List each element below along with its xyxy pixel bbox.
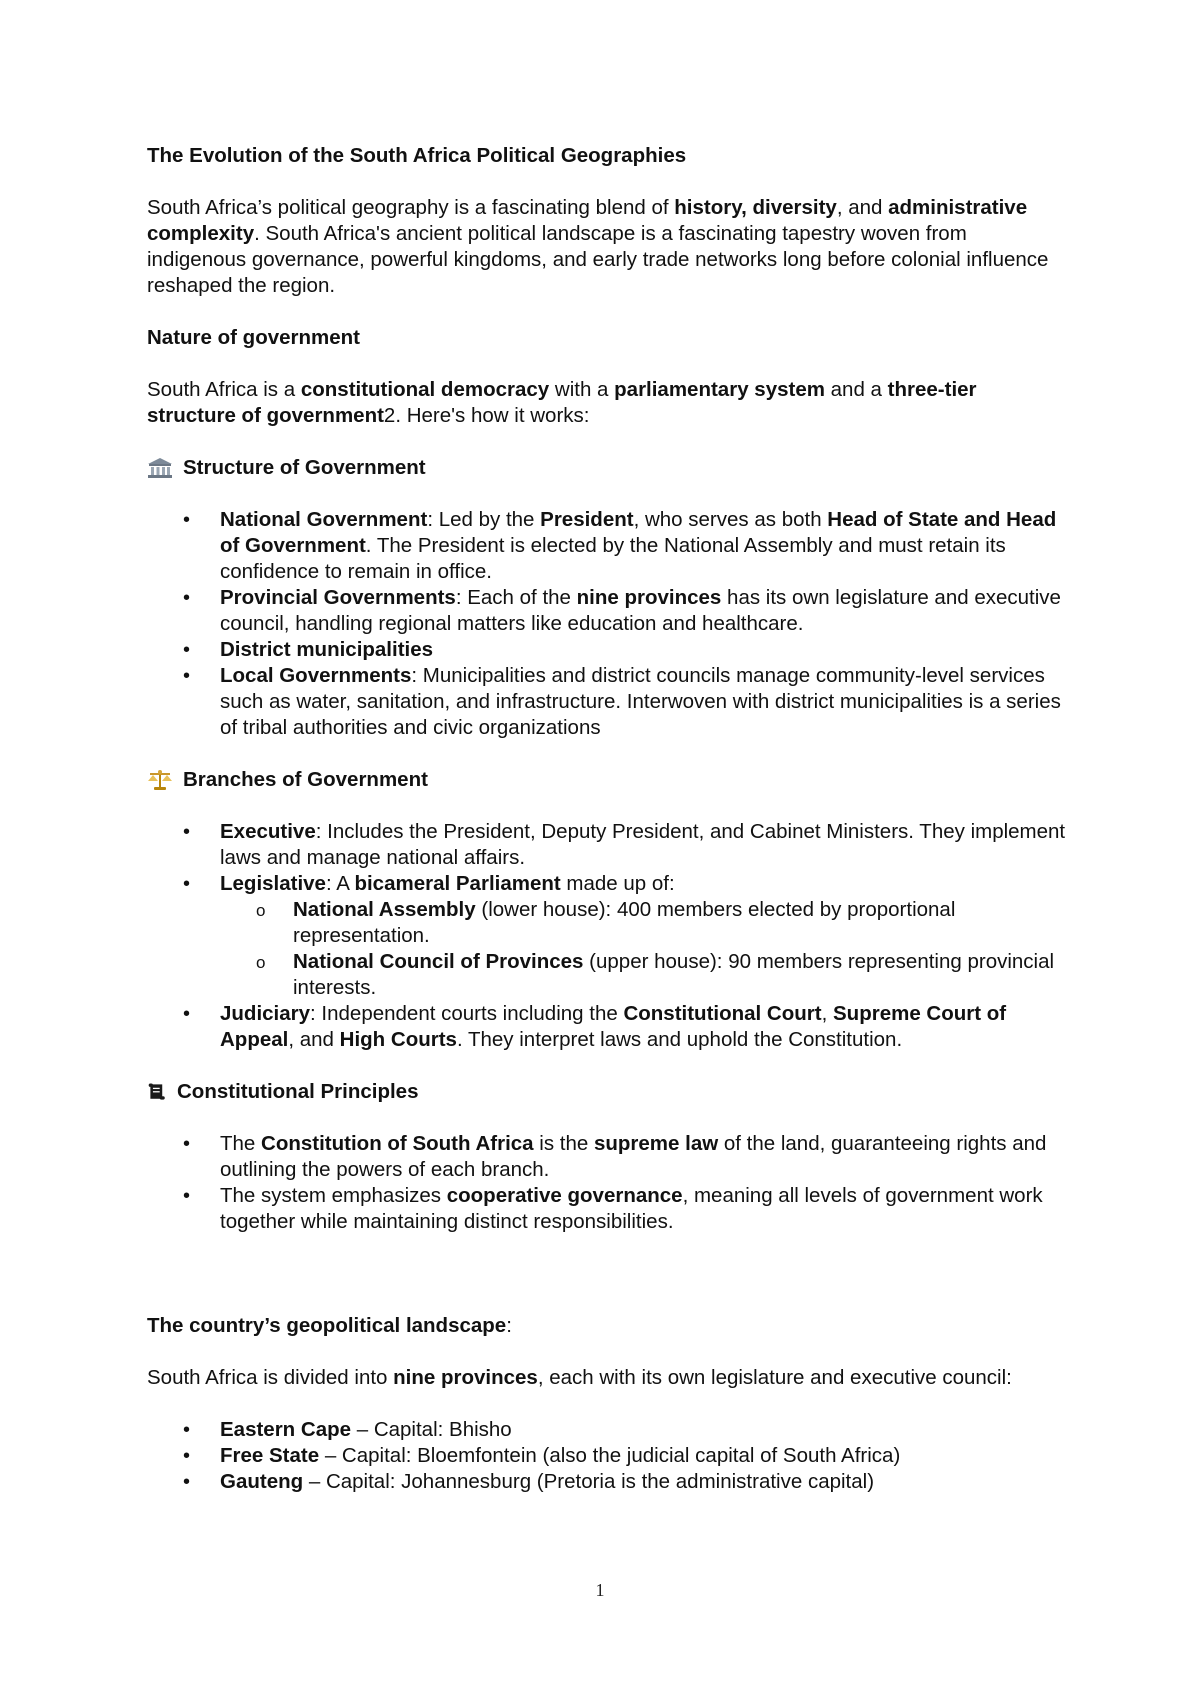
list-item <box>147 1131 1067 1183</box>
sub-list-item <box>220 897 1067 949</box>
branches-heading-text: Branches of Government <box>183 768 428 791</box>
document-body <box>147 143 1067 1521</box>
text-run: . They interpret laws and uphold the Constitution. <box>456 1028 903 1051</box>
bold-text: Constitution of South Africa <box>261 1132 534 1155</box>
principles-heading <box>147 1079 1067 1105</box>
list-item <box>147 1001 1067 1053</box>
text-run: , meaning all levels of government work together while maintaining distinct responsibilities. <box>220 1184 1043 1233</box>
text-run: . The President is elected by the National Assembly and must retain its confidence to remain in office. <box>220 534 1006 583</box>
text-run: : Municipalities and district councils manage community-level services such as water, sanitation, and infrastructure. Interwoven with district municipalities is a series of tribal authorities and civic organizations <box>220 664 1061 739</box>
text-run: : A <box>325 872 355 895</box>
text-run: (lower house): 400 members elected by proportional representation. <box>293 898 956 947</box>
bold-text: parliamentary system <box>614 378 825 401</box>
landscape-heading <box>147 1313 1067 1339</box>
scales-icon <box>147 769 173 791</box>
bold-text: bicameral Parliament <box>354 872 561 895</box>
legislative-text <box>220 872 675 895</box>
bold-text: National Government <box>220 508 428 531</box>
text-run: : <box>506 1314 512 1337</box>
text-run: South Africa is a <box>147 378 301 401</box>
bold-text: Provincial Governments <box>220 586 456 609</box>
principles-heading-text: Constitutional Principles <box>177 1080 419 1103</box>
bold-text: Free State <box>220 1444 320 1467</box>
bold-text: Executive <box>220 820 316 843</box>
classical-building-icon <box>147 457 173 479</box>
bold-text: Legislative <box>220 872 326 895</box>
bold-text: President <box>540 508 634 531</box>
text-run: – Capital: Johannesburg (Pretoria is the administrative capital) <box>303 1470 875 1493</box>
list-item <box>147 663 1067 741</box>
list-item <box>147 1183 1067 1235</box>
text-run: is the <box>533 1132 594 1155</box>
document-title: The Evolution of the South Africa Political Geographies <box>147 144 687 167</box>
bold-text: Eastern Cape <box>220 1418 352 1441</box>
list-item <box>147 1443 1067 1469</box>
text-run: South Africa is divided into <box>147 1366 394 1389</box>
bold-text: Head of State and Head of Government <box>220 508 1057 557</box>
list-item <box>147 507 1067 585</box>
list-item <box>147 871 1067 1001</box>
bold-text: Judiciary <box>220 1002 311 1025</box>
bold-text: Supreme Court of Appeal <box>220 1002 1007 1051</box>
bold-text: nine provinces <box>576 586 722 609</box>
text-run: and a <box>824 378 888 401</box>
principles-list <box>147 1131 1067 1235</box>
text-run: made up of: <box>560 872 675 895</box>
structure-heading <box>147 455 1067 481</box>
text-run: , who serves as both <box>633 508 828 531</box>
text-run: – Capital: Bhisho <box>351 1418 512 1441</box>
bold-text: District municipalities <box>220 638 434 661</box>
provinces-list <box>147 1417 1067 1495</box>
branches-list <box>147 819 1067 1053</box>
bold-text: High Courts <box>339 1028 457 1051</box>
intro-paragraph <box>147 195 1067 299</box>
bold-text: supreme law <box>593 1132 719 1155</box>
bold-text: administrative complexity <box>147 196 1028 245</box>
bold-text: constitutional democracy <box>300 378 550 401</box>
text-run: , and <box>836 196 889 219</box>
bold-text: The country’s geopolitical landscape <box>147 1314 507 1337</box>
bold-text: Gauteng <box>220 1470 304 1493</box>
text-run: of the land, guaranteeing rights and outlining the powers of each branch. <box>220 1132 1047 1181</box>
bold-text: nine provinces <box>393 1366 538 1389</box>
bold-text: cooperative governance <box>446 1184 683 1207</box>
bold-text: National Council of Provinces <box>293 950 584 973</box>
text-run: : Each of the <box>455 586 577 609</box>
text-run: with a <box>549 378 615 401</box>
legislative-sublist <box>220 897 1067 1001</box>
landscape-paragraph <box>147 1365 1067 1391</box>
list-item <box>147 585 1067 637</box>
bold-text: Constitutional Court <box>623 1002 822 1025</box>
bold-text: National Assembly <box>293 898 476 921</box>
text-run: (upper house): 90 members representing provincial interests. <box>293 950 1055 999</box>
text-run: South Africa’s political geography is a fascinating blend of <box>147 196 675 219</box>
sub-list-item <box>220 949 1067 1001</box>
text-run: , each with its own legislature and executive council: <box>537 1366 1012 1389</box>
bold-text: history, diversity <box>674 196 837 219</box>
text-run: : Independent courts including the <box>310 1002 624 1025</box>
text-run: , and <box>288 1028 340 1051</box>
structure-list <box>147 507 1067 741</box>
list-item <box>147 637 1067 663</box>
text-run: 2. Here's how it works: <box>383 404 590 427</box>
nature-paragraph <box>147 377 1067 429</box>
list-item <box>147 819 1067 871</box>
bold-text: Local Governments <box>220 664 412 687</box>
page-number: 1 <box>595 1580 605 1600</box>
nature-heading: Nature of government <box>147 326 360 349</box>
text-run: – Capital: Bloemfontein (also the judicial capital of South Africa) <box>319 1444 901 1467</box>
text-run: The <box>220 1132 262 1155</box>
branches-heading <box>147 767 1067 793</box>
structure-heading-text: Structure of Government <box>183 456 426 479</box>
text-run: : Led by the <box>427 508 541 531</box>
spacer <box>147 1261 1067 1313</box>
scroll-icon <box>147 1081 169 1103</box>
list-item <box>147 1417 1067 1443</box>
bold-text: three-tier structure of government <box>147 378 977 427</box>
text-run: : Includes the President, Deputy President, and Cabinet Ministers. They implement laws and manage national affairs. <box>220 820 1066 869</box>
text-run: The system emphasizes <box>220 1184 447 1207</box>
list-item <box>147 1469 1067 1495</box>
text-run: has its own legislature and executive council, handling regional matters like education and healthcare. <box>220 586 1061 635</box>
text-run: , <box>821 1002 833 1025</box>
text-run: . South Africa's ancient political landscape is a fascinating tapestry woven from indigenous governance, powerful kingdoms, and early trade networks long before colonial influence reshaped the region. <box>147 222 1049 297</box>
